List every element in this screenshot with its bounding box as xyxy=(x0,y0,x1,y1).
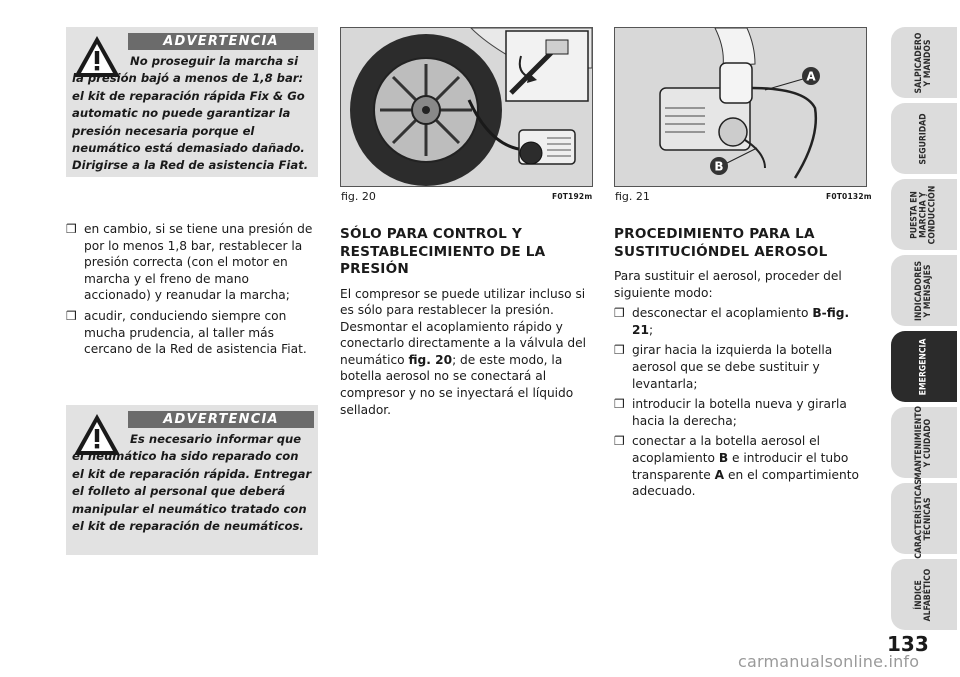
list-item-text: en el compartimiento adecuado. xyxy=(632,467,859,499)
middle-column-text xyxy=(340,226,592,418)
list-item-text: introducir la botella nueva y girarla hacia la derecha; xyxy=(632,397,847,428)
list-item xyxy=(66,308,318,358)
watermark: carmanualsonline.info xyxy=(738,652,920,671)
part-label: B xyxy=(718,450,729,465)
paragraph-text: El compresor se puede utilizar incluso si es sólo para restablecer la presión. Desmontar el acoplamiento rápido y conectarlo directamente a la válvula del neumático xyxy=(340,286,587,367)
list-item-text: girar hacia la izquierda la botella aerosol que se debe sustituir y levantarla; xyxy=(632,343,833,391)
figure-21-caption: fig. 21 xyxy=(615,190,650,203)
list-item xyxy=(614,342,866,392)
list-item-text: desconectar el acoplamiento xyxy=(632,306,813,321)
tab-label: PUESTA EN MARCHA Y CONDUCCIÓN xyxy=(909,185,938,244)
warning-text: No proseguir la marcha si la presión bajó a menos de 1,8 bar: el kit de reparación rápida Fix & Go automatic no puede garantizar la presión necesaria porque el neumático está demasiado dañado. Dirigirse a la Red de asistencia Fiat. xyxy=(72,54,309,173)
figure-21-image xyxy=(614,27,867,187)
figure-reference: B-fig. 21 xyxy=(632,306,850,337)
tab-label: MANTENIMIENTO Y CUIDADO xyxy=(914,405,933,480)
warning-text: Es necesario informar que el neumático ha sido reparado con el kit de reparación rápida. Entregar el folleto al personal que deberá manipular el neumático tratado con el kit de reparación de neumáticos. xyxy=(72,432,312,534)
list-item-text: en cambio, si se tiene una presión de por lo menos 1,8 bar, restablecer la presión correcta (con el motor en marcha y el freno de mano accionado) y reanudar la marcha; xyxy=(84,222,313,303)
list-item xyxy=(66,221,318,304)
figure-20-caption: fig. 20 xyxy=(341,190,376,203)
tab-label: SEGURIDAD xyxy=(918,112,929,165)
list-item xyxy=(614,396,866,429)
list-item xyxy=(614,433,866,499)
figure-label-a: A xyxy=(806,69,816,84)
tab-seguridad[interactable] xyxy=(891,103,957,174)
page-number: 133 xyxy=(887,632,929,656)
aerosol-replacement-illustration xyxy=(615,28,866,186)
list-item-text: acudir, conduciendo siempre con mucha prudencia, al taller más cercano de la Red de asistencia Fiat. xyxy=(84,308,307,357)
section-heading: PROCEDIMIENTO PARA LA SUSTITUCIÓNDEL AEROSOL xyxy=(614,226,828,260)
list-item xyxy=(614,305,866,338)
bullet-box-icon: ❒ xyxy=(614,397,625,412)
tab-label: INDICADORES Y MENSAJES xyxy=(914,260,933,321)
right-column-text xyxy=(614,226,866,504)
left-column-text xyxy=(66,221,318,362)
tab-caracteristicas[interactable] xyxy=(891,478,957,559)
tyre-compressor-illustration xyxy=(341,28,592,186)
list-item-text: ; xyxy=(648,322,654,337)
part-label: A xyxy=(714,467,725,482)
list-item-text: e introducir el tubo transparente xyxy=(632,450,849,482)
section-heading: SÓLO PARA CONTROL Y RESTABLECIMIENTO DE LA PRESIÓN xyxy=(340,226,546,277)
tab-mantenimiento[interactable] xyxy=(891,407,957,478)
tab-label: CARACTERÍSTICAS TÉCNICAS xyxy=(914,478,933,559)
tab-label: ÍNDICE ALFABÉTICO xyxy=(914,568,933,621)
warning-box-2 xyxy=(66,405,318,555)
bullet-box-icon: ❒ xyxy=(614,306,625,321)
warning-box-1 xyxy=(66,27,318,177)
tab-label: EMERGENCIA xyxy=(918,338,929,395)
tab-salpicadero[interactable] xyxy=(891,27,957,98)
bullet-box-icon: ❒ xyxy=(614,343,625,358)
warning-heading: ADVERTENCIA xyxy=(128,33,314,50)
tab-indicadores[interactable] xyxy=(891,255,957,326)
figure-label-b: B xyxy=(714,159,724,174)
bullet-box-icon: ❒ xyxy=(614,434,625,449)
tab-label: SALPICADERO Y MANDOS xyxy=(914,32,933,93)
list-item-text: conectar a la botella aerosol el acoplamiento xyxy=(632,434,820,465)
bullet-box-icon: ❒ xyxy=(66,308,77,323)
tab-puesta-en-marcha[interactable] xyxy=(891,179,957,250)
paragraph-text: ; de este modo, la botella aerosol no se conectará al compresor y no se inyectará el líquido sellador. xyxy=(340,352,574,417)
section-paragraph xyxy=(340,286,592,419)
figure-20-image xyxy=(340,27,593,187)
warning-heading: ADVERTENCIA xyxy=(128,411,314,428)
figure-20-code: F0T192m xyxy=(552,192,593,201)
figure-reference: fig. 20 xyxy=(408,352,453,367)
tab-indice[interactable] xyxy=(891,559,957,630)
figure-21-code: F0T0132m xyxy=(826,192,872,201)
bullet-box-icon: ❒ xyxy=(66,222,77,236)
tab-emergencia[interactable] xyxy=(891,331,957,402)
section-intro: Para sustituir el aerosol, proceder del siguiente modo: xyxy=(614,269,842,300)
